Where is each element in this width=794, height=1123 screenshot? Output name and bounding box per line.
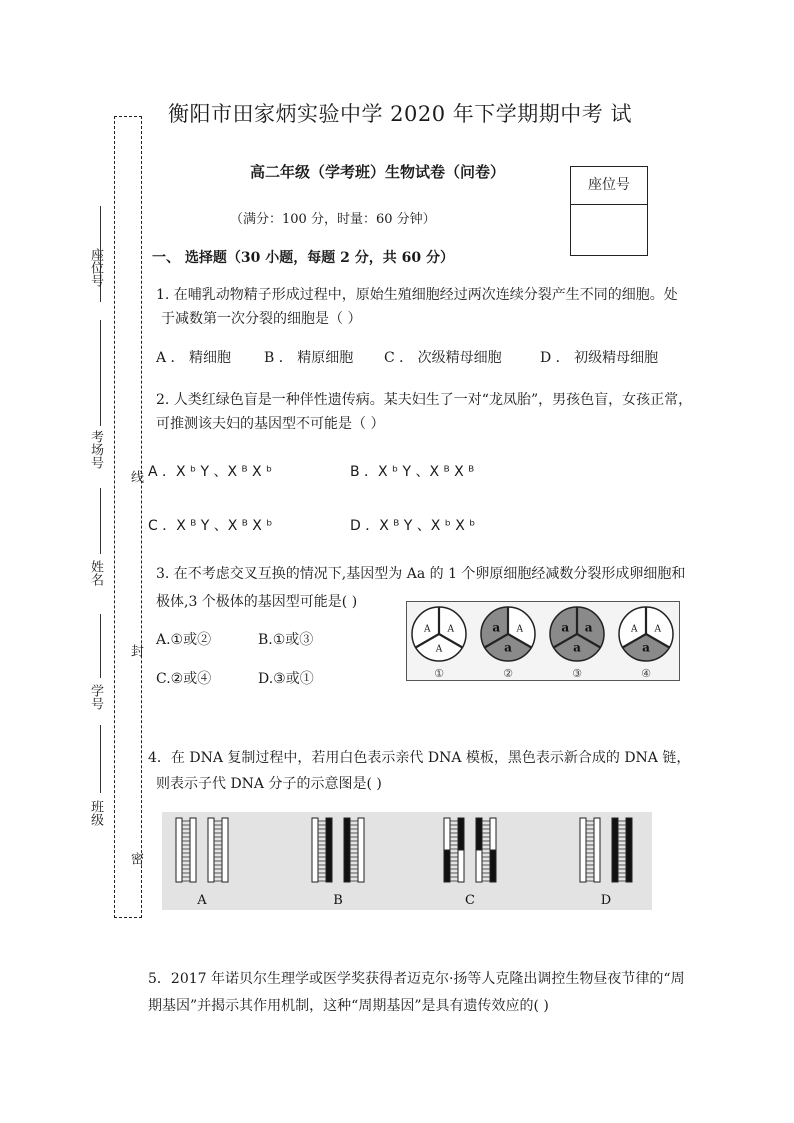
q3-figure bbox=[406, 601, 680, 681]
q5-stem-line2: 期基因”并揭示其作用机制，这种“周期基因”是具有遗传效应的( ) bbox=[148, 998, 549, 1014]
q3-option-c[interactable]: C.②或④ bbox=[156, 671, 212, 687]
student-id-label: 学号 bbox=[88, 684, 103, 710]
q4-stem-line1: 4．在 DNA 复制过程中，若用白色表示亲代 DNA 模板，黑色表示新合成的 DNA 链， bbox=[148, 750, 691, 766]
allele-label: A bbox=[654, 624, 661, 635]
dna-strand bbox=[312, 818, 318, 882]
dna-strand bbox=[344, 818, 350, 882]
q1-option-a[interactable]: A ． 精细胞 bbox=[156, 350, 232, 366]
class-label: 班级 bbox=[88, 800, 103, 826]
dna-strand bbox=[458, 818, 464, 850]
q3-option-d[interactable]: D.③或① bbox=[258, 671, 314, 687]
q1-option-d[interactable]: D ． 初级精母细胞 bbox=[540, 350, 659, 366]
dna-strand bbox=[490, 850, 496, 882]
dna-strand bbox=[612, 818, 618, 882]
seat-number-label: 座位号 bbox=[88, 248, 103, 287]
dna-strand bbox=[222, 818, 228, 882]
exam-title: 衡阳市田家炳实验中学 2020 年下学期期中考 试 bbox=[168, 102, 632, 126]
q2-stem-line2: 可推测该夫妇的基因型不可能是（ ） bbox=[156, 416, 385, 432]
q2-option-d[interactable]: D ．X ᴮ Y 、X ᵇ X ᵇ bbox=[350, 518, 476, 534]
q4-stem-line2: 则表示子代 DNA 分子的示意图是( ) bbox=[156, 776, 382, 792]
binding-line-class bbox=[100, 725, 101, 793]
q4-figure bbox=[162, 812, 652, 910]
allele-label: A bbox=[435, 644, 443, 655]
allele-label: a bbox=[492, 620, 501, 635]
dna-strand bbox=[326, 818, 332, 882]
q3-cells-diagram bbox=[407, 602, 679, 680]
dna-strand bbox=[490, 818, 496, 850]
dna-strand bbox=[594, 818, 600, 882]
q1-option-b[interactable]: B ． 精原细胞 bbox=[264, 350, 354, 366]
section-1-title: 一、 选择题（30 小题，每题 2 分，共 60 分） bbox=[152, 250, 454, 266]
cell-number-label: ③ bbox=[572, 667, 582, 680]
q3-option-a[interactable]: A.①或② bbox=[156, 632, 212, 648]
dna-option-label: B bbox=[333, 893, 343, 908]
dna-strand bbox=[208, 818, 214, 882]
q1-option-c[interactable]: C ． 次级精母细胞 bbox=[384, 350, 502, 366]
binding-line-id bbox=[100, 614, 101, 678]
cell-number-label: ④ bbox=[641, 667, 651, 680]
dna-strand bbox=[444, 818, 450, 850]
dna-strand bbox=[626, 818, 632, 882]
allele-label: A bbox=[424, 624, 431, 635]
q2-stem-line1: 2. 人类红绿色盲是一种伴性遗传病。某夫妇生了一对“龙凤胎”，男孩色盲，女孩正常， bbox=[156, 392, 693, 408]
dna-option-label: D bbox=[600, 893, 612, 908]
allele-label: A bbox=[447, 624, 454, 635]
seal-char-secret: 密 bbox=[128, 852, 143, 865]
dna-strand bbox=[580, 818, 586, 882]
name-label: 姓名 bbox=[88, 560, 103, 586]
allele-label: A bbox=[631, 624, 638, 635]
dna-option-label: C bbox=[465, 893, 475, 908]
dna-strand bbox=[476, 818, 482, 850]
q2-option-c[interactable]: C ．X ᴮ Y 、X ᴮ X ᵇ bbox=[148, 518, 273, 534]
q4-dna-diagram bbox=[162, 812, 652, 910]
dna-strand bbox=[190, 818, 196, 882]
q3-stem-line2: 极体,3 个极体的基因型可能是( ) bbox=[156, 594, 358, 610]
allele-label: a bbox=[561, 620, 570, 635]
q2-option-a[interactable]: A ．X ᵇ Y 、X ᴮ X ᵇ bbox=[148, 464, 273, 480]
cell-number-label: ② bbox=[503, 667, 513, 680]
dna-option-label: A bbox=[197, 893, 207, 908]
dna-strand bbox=[444, 850, 450, 882]
dna-strand bbox=[176, 818, 182, 882]
seat-number-box bbox=[570, 166, 648, 256]
dna-strand bbox=[458, 850, 464, 882]
q1-stem-line2: 于减数第一次分裂的细胞是（ ） bbox=[161, 311, 362, 327]
seat-number-header: 座位号 bbox=[571, 167, 647, 205]
seal-dashed-box bbox=[114, 116, 142, 918]
exam-room-label: 考场号 bbox=[88, 430, 103, 469]
allele-label: a bbox=[573, 640, 581, 655]
seat-number-blank[interactable] bbox=[571, 205, 647, 255]
allele-label: A bbox=[516, 624, 523, 635]
allele-label: a bbox=[584, 620, 593, 635]
q3-option-b[interactable]: B.①或③ bbox=[258, 632, 314, 648]
score-time-info: （满分：100 分，时量：60 分钟） bbox=[230, 212, 436, 227]
q3-stem-line1: 3. 在不考虑交叉互换的情况下,基因型为 Aa 的 1 个卵原细胞经减数分裂形成卵细胞和 bbox=[156, 566, 686, 582]
allele-label: a bbox=[642, 640, 650, 655]
cell-number-label: ① bbox=[434, 667, 444, 680]
allele-label: a bbox=[504, 640, 512, 655]
binding-line-room bbox=[100, 320, 101, 426]
exam-subtitle: 高二年级（学考班）生物试卷（问卷） bbox=[250, 163, 506, 181]
binding-line-name bbox=[100, 488, 101, 554]
q5-stem-line1: 5．2017 年诺贝尔生理学或医学奖获得者迈克尔·扬等人克隆出调控生物昼夜节律的“周 bbox=[148, 971, 685, 987]
dna-strand bbox=[358, 818, 364, 882]
seal-char-seal: 封 bbox=[128, 644, 143, 657]
q2-option-b[interactable]: B ．X ᵇ Y 、X ᴮ X ᴮ bbox=[350, 464, 475, 480]
seal-char-line: 线 bbox=[128, 470, 143, 483]
q1-stem-line1: 1. 在哺乳动物精子形成过程中，原始生殖细胞经过两次连续分裂产生不同的细胞。处 bbox=[156, 287, 678, 303]
dna-strand bbox=[476, 850, 482, 882]
